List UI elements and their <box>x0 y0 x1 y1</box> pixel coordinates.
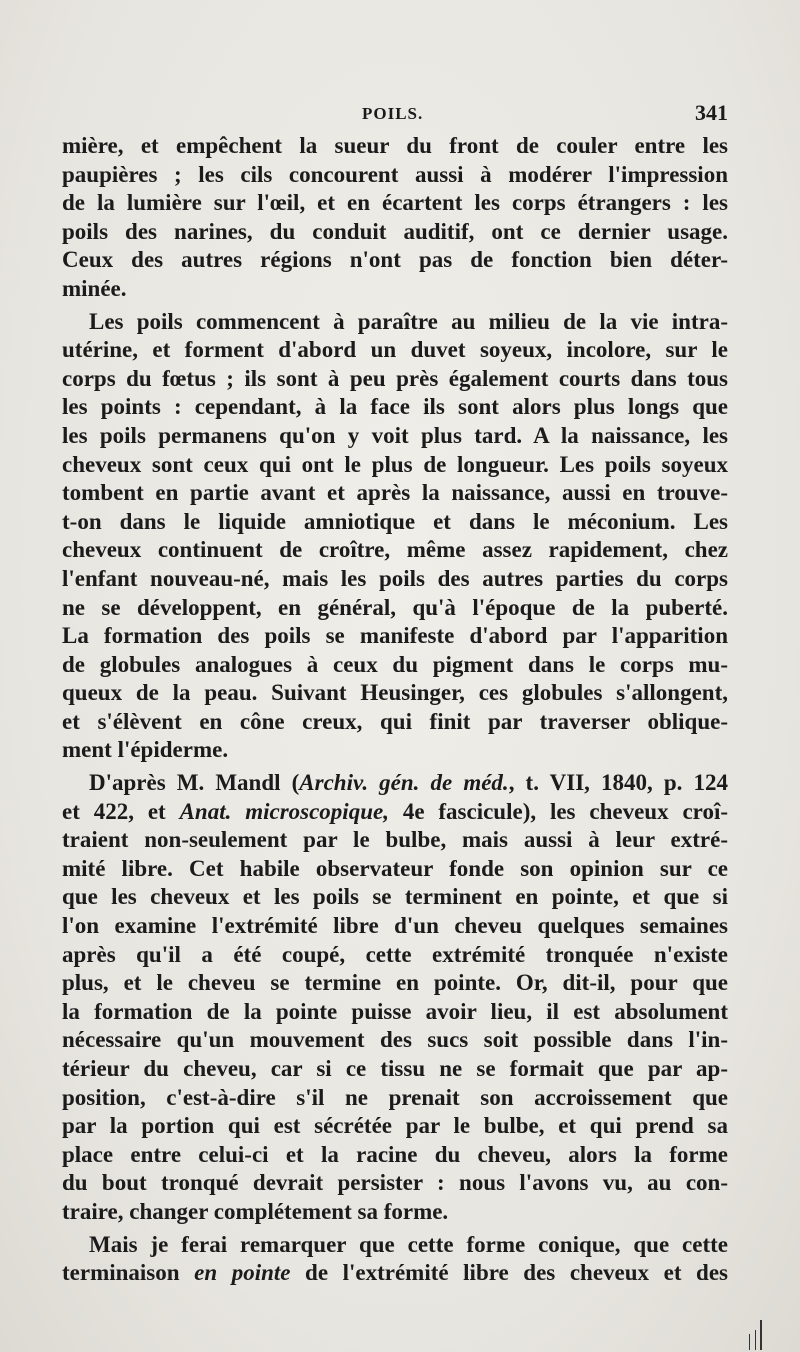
text-segment: 4e fascicule), les cheveux croî- <box>388 798 728 824</box>
text-line: paupières ; les cils concourent aussi à modérer l'impression <box>62 161 728 187</box>
text-line: ne se développent, en général, qu'à l'époque de la puberté. <box>62 594 728 620</box>
text-line: queux de la peau. Suivant Heusinger, ces globules s'allongent, <box>62 680 728 706</box>
text-line: tombent en partie avant et après la naissance, aussi en trouve- <box>62 480 728 506</box>
text-line: et s'élèvent en cône creux, qui finit par traverser oblique- <box>62 708 728 734</box>
paragraph-4 <box>62 1231 728 1288</box>
text-line: que les cheveux et les poils se terminent en pointe, et que si <box>62 884 728 910</box>
text-line: cheveux sont ceux qui ont le plus de longueur. Les poils soyeux <box>62 451 728 477</box>
text-line: Ceux des autres régions n'ont pas de fonction bien déter- <box>62 247 728 273</box>
text-line: Mais je ferai remarquer que cette forme conique, que cette <box>89 1231 728 1257</box>
text-line: ment l'épiderme. <box>62 737 229 763</box>
text-line: l'on examine l'extrémité libre d'un cheveu quelques semaines <box>62 913 728 939</box>
text-line: de la lumière sur l'œil, et en écartent les corps étrangers : les <box>62 190 728 216</box>
paragraph-1 <box>62 132 728 304</box>
running-head: POILS. <box>362 104 424 123</box>
text-line: l'enfant nouveau-né, mais les poils des autres parties du corps <box>62 565 728 591</box>
text-segment: de l'extrémité libre des cheveux et des <box>290 1260 728 1286</box>
text-line: position, c'est-à-dire s'il ne prenait son accroissement que <box>62 1084 728 1110</box>
paragraph-2 <box>62 308 728 766</box>
text-line: La formation des poils se manifeste d'abord par l'apparition <box>62 623 728 649</box>
text-line: corps du fœtus ; ils sont à peu près également courts dans tous <box>62 365 728 391</box>
emphasis-italic: en pointe <box>194 1260 291 1286</box>
text-line: mière, et empêchent la sueur du front de couler entre les <box>62 133 728 158</box>
binding-mark <box>749 1334 750 1350</box>
text-line: place entre celui-ci et la racine du cheveu, alors la forme <box>62 1141 728 1167</box>
text-line: mité libre. Cet habile observateur fonde son opinion sur ce <box>62 855 728 881</box>
text-line: après qu'il a été coupé, cette extrémité tronquée n'existe <box>62 941 728 967</box>
text-segment: et 422, et <box>62 798 180 824</box>
text-line: la formation de la pointe puisse avoir lieu, il est absolument <box>62 998 728 1024</box>
body-text <box>62 132 728 1288</box>
text-line: par la portion qui est sécrétée par le bulbe, et qui prend sa <box>62 1113 728 1139</box>
text-segment: D'après M. Mandl ( <box>89 770 300 796</box>
text-line <box>62 769 728 798</box>
text-line: térieur du cheveu, car si ce tissu ne se formait que par ap- <box>62 1056 728 1081</box>
text-line: minée. <box>62 275 127 301</box>
text-line: du bout tronqué devrait persister : nous l'avons vu, au con- <box>62 1170 728 1196</box>
citation-italic: Anat. microscopique, <box>179 798 389 824</box>
page-header <box>62 100 728 130</box>
text-line: traire, changer complétement sa forme. <box>62 1198 449 1224</box>
text-line: cheveux continuent de croître, même assez rapidement, chez <box>62 537 728 563</box>
paragraph-3 <box>62 769 728 1227</box>
binding-mark <box>755 1330 756 1350</box>
text-line <box>62 1259 728 1288</box>
text-line <box>62 798 728 827</box>
text-line: t-on dans le liquide amniotique et dans le méconium. Les <box>62 508 728 534</box>
text-segment: terminaison <box>62 1260 195 1286</box>
text-segment: , t. VII, 1840, p. 124 <box>508 770 729 796</box>
text-line: Les poils commencent à paraître au milieu de la vie intra- <box>89 308 728 334</box>
text-line: les points : cependant, à la face ils sont alors plus longs que <box>62 394 728 420</box>
text-line: de globules analogues à ceux du pigment dans le corps mu- <box>62 651 728 677</box>
text-line: les poils permanens qu'on y voit plus tard. A la naissance, les <box>62 422 728 448</box>
text-line: traient non-seulement par le bulbe, mais aussi à leur extré- <box>62 827 728 853</box>
text-line: poils des narines, du conduit auditif, ont ce dernier usage. <box>62 218 728 244</box>
text-line: nécessaire qu'un mouvement des sucs soit possible dans l'in- <box>62 1027 728 1053</box>
page-number: 341 <box>695 100 728 125</box>
text-line: plus, et le cheveu se termine en pointe. Or, dit-il, pour que <box>62 970 728 996</box>
binding-mark <box>760 1320 762 1350</box>
text-line: utérine, et forment d'abord un duvet soyeux, incolore, sur le <box>62 337 728 363</box>
citation-italic: Archiv. gén. de méd. <box>299 770 509 796</box>
